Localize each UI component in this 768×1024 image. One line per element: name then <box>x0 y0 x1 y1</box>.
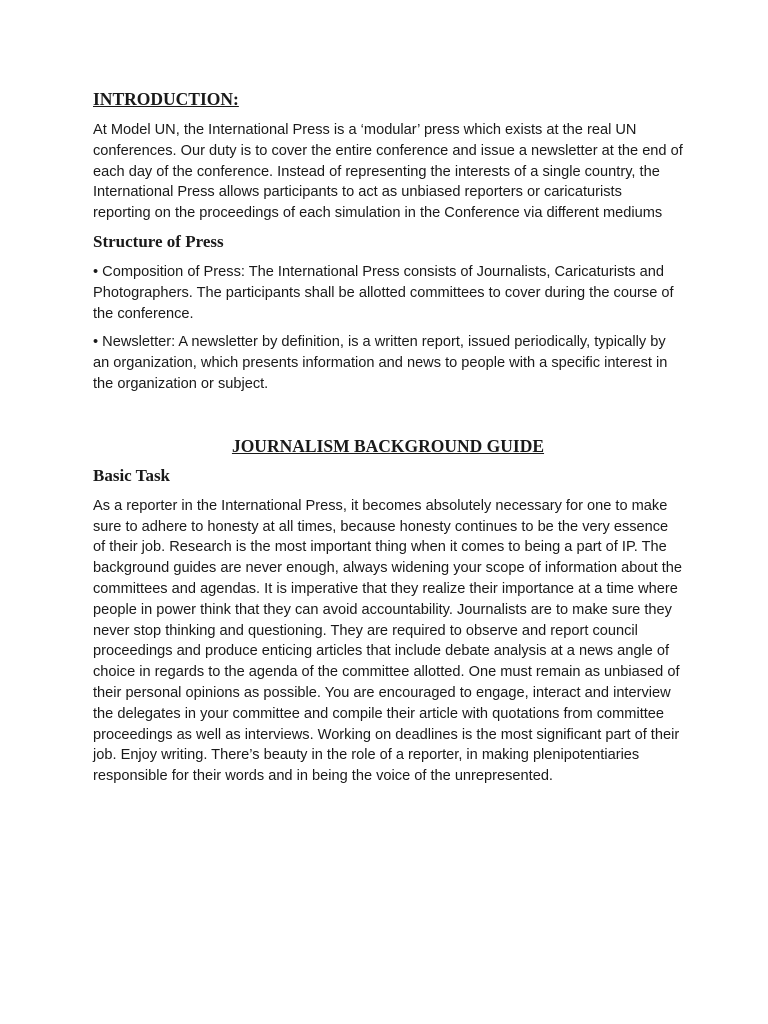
document-content <box>93 88 683 787</box>
basic-task-paragraph: As a reporter in the International Press, it becomes absolutely necessary for one to make sure to adhere to honesty at all times, because honesty continues to be the very essence of their job. Research is the most important thing when it comes to being a part of IP. The background guides are never enough, always widening your scope of information about the committees and agendas. It is imperative that they realize their importance at a time where people in power think that they can avoid accountability. Journalists are to make sure they never stop thinking and questioning. They are required to observe and report council proceedings and produce enticing articles that include debate analysis at a news angle of choice in regards to the agenda of the committee allotted. One must remain as unbiased of their personal opinions as possible. You are encouraged to engage, interact and interview the delegates in your committee and compile their article with quotations from committee proceedings as well as interviews. Working on deadlines is the most significant part of their job. Enjoy writing. There’s beauty in the role of a reporter, in making plenipotentiaries responsible for their words and in being the voice of the unrepresented. <box>93 497 682 785</box>
journalism-guide-heading: JOURNALISM BACKGROUND GUIDE <box>231 435 545 456</box>
structure-of-press-heading: Structure of Press <box>93 231 224 251</box>
newsletter-bullet: • Newsletter: A newsletter by definition, is a written report, issued periodically, typically by an organization, which presents information and news to people with a specific interest in the organization or subject. <box>93 334 668 392</box>
introduction-heading: INTRODUCTION: <box>93 89 239 109</box>
basic-task-heading: Basic Task <box>93 465 171 485</box>
introduction-paragraph: At Model UN, the International Press is a ‘modular’ press which exists at the real UN conferences. Our duty is to cover the entire conference and issue a newsletter at the end of each day of the conference. Instead of representing the interests of a single country, the International Press allows participants to act as unbiased reporters or caricaturists reporting on the proceedings of each simulation in the Conference via different mediums <box>93 122 683 222</box>
composition-bullet: • Composition of Press: The International Press consists of Journalists, Caricaturists and Photographers. The participants shall be allotted committees to cover during the course of the conference. <box>93 263 674 322</box>
